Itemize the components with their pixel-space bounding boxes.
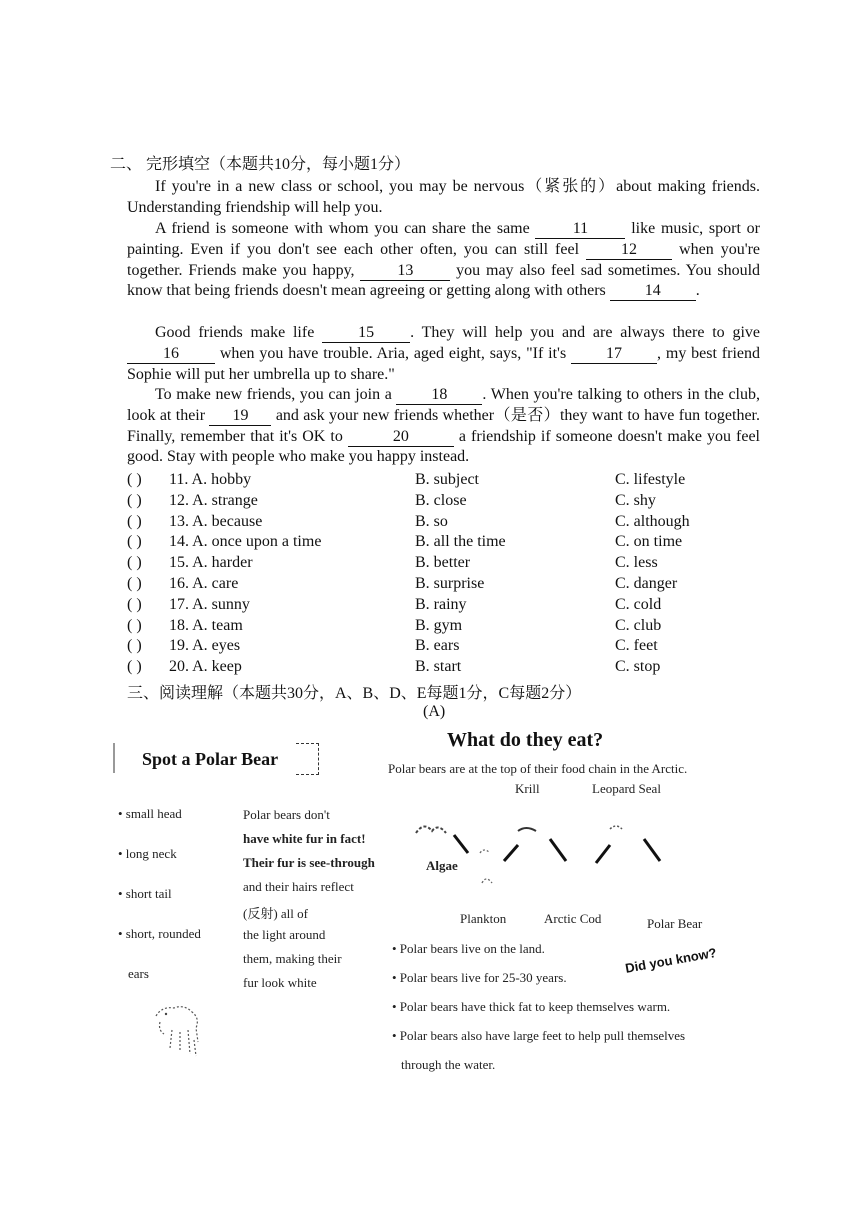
paragraph-text: If you're in a new class or school, you may be nervous（紧张的）about making friends. Understanding friendship will help you. bbox=[127, 178, 760, 216]
arrow-line-4 bbox=[596, 845, 610, 863]
paragraph-text: when you have trouble. Aria, aged eight, says, "If it's bbox=[215, 344, 572, 362]
blank-12: 12 bbox=[586, 241, 672, 260]
option-c: C. stop bbox=[615, 658, 661, 675]
label-krill: Krill bbox=[515, 781, 540, 796]
option-c: C. danger bbox=[615, 575, 678, 592]
feature-item: • short, rounded bbox=[118, 926, 201, 941]
poster-left-title: Spot a Polar Bear bbox=[142, 749, 279, 769]
answer-paren[interactable]: ( ) bbox=[127, 471, 142, 488]
paragraph-text: . They will help you and are always there to give bbox=[410, 324, 760, 341]
fur-text-line: have white fur in fact! bbox=[243, 831, 366, 846]
krill-sketch-icon bbox=[518, 828, 536, 831]
option-c: C. although bbox=[615, 513, 690, 530]
plankton-sketch-icon bbox=[480, 850, 492, 883]
fur-text-line: Polar bears don't bbox=[243, 807, 330, 822]
option-c: C. lifestyle bbox=[615, 471, 686, 488]
fact-item: through the water. bbox=[401, 1057, 496, 1072]
option-c: C. feet bbox=[615, 637, 658, 654]
option-a: 14. A. once upon a time bbox=[169, 533, 322, 550]
polar-bear-sketch-icon bbox=[150, 1000, 210, 1062]
poster-divider bbox=[113, 743, 115, 773]
option-b: B. close bbox=[415, 492, 467, 509]
fact-item: • Polar bears also have large feet to help pull themselves bbox=[392, 1028, 686, 1043]
option-a: 16. A. care bbox=[169, 575, 239, 592]
poster-right-title: What do they eat? bbox=[447, 729, 604, 751]
cloze-paragraph-1 bbox=[127, 177, 760, 219]
label-polar-bear: Polar Bear bbox=[647, 916, 703, 931]
option-c: C. club bbox=[615, 617, 662, 634]
fur-text-line: the light around bbox=[243, 927, 326, 942]
passage-label: (A) bbox=[423, 703, 446, 720]
blank-20: 20 bbox=[348, 428, 454, 447]
blank-16: 16 bbox=[127, 345, 215, 364]
blank-15: 15 bbox=[322, 324, 410, 343]
option-a: 17. A. sunny bbox=[169, 596, 250, 613]
blank-13: 13 bbox=[360, 262, 450, 281]
paragraph-text: . bbox=[695, 282, 700, 300]
paragraph-text: . When you're talking to others in the club, look at their bbox=[127, 386, 760, 424]
option-c: C. shy bbox=[615, 492, 656, 509]
answer-paren[interactable]: ( ) bbox=[127, 513, 142, 530]
option-a: 11. A. hobby bbox=[169, 471, 252, 488]
did-you-know-label: Did you know? bbox=[624, 944, 718, 976]
option-b: B. gym bbox=[415, 617, 463, 634]
arrow-line-1 bbox=[454, 835, 468, 853]
seal-sketch-icon bbox=[610, 826, 622, 829]
arrow-line-5 bbox=[644, 839, 660, 861]
option-a: 19. A. eyes bbox=[169, 637, 241, 654]
option-a: 20. A. keep bbox=[169, 658, 242, 675]
answer-paren[interactable]: ( ) bbox=[127, 617, 142, 634]
feature-item: • short tail bbox=[118, 886, 172, 901]
option-b: B. subject bbox=[415, 471, 479, 488]
option-b: B. better bbox=[415, 554, 471, 571]
paragraph-text: like music, sport or painting. Even if you don't see each other often, you can still feel bbox=[127, 220, 760, 258]
arrow-line-2 bbox=[504, 845, 518, 861]
option-c: C. cold bbox=[615, 596, 662, 613]
option-b: B. all the time bbox=[415, 533, 506, 550]
option-b: B. start bbox=[415, 658, 462, 675]
answer-paren[interactable]: ( ) bbox=[127, 533, 142, 550]
cloze-paragraph-3 bbox=[127, 323, 760, 385]
fur-text-line: and their hairs reflect bbox=[243, 879, 354, 894]
blank-17: 17 bbox=[571, 345, 657, 364]
paragraph-text: you may also feel sad sometimes. You should know that being friends doesn't mean agreeing or getting along with others bbox=[127, 261, 761, 300]
option-b: B. rainy bbox=[415, 596, 467, 613]
fact-item: • Polar bears live for 25-30 years. bbox=[392, 970, 567, 985]
blank-18: 18 bbox=[396, 386, 482, 405]
option-a: 12. A. strange bbox=[169, 492, 258, 509]
food-chain-caption: Polar bears are at the top of their food chain in the Arctic. bbox=[388, 761, 688, 776]
answer-paren[interactable]: ( ) bbox=[127, 492, 142, 509]
section-title-reading: 三、阅读理解（本题共30分，A、B、D、E每题1分，C每题2分） bbox=[127, 685, 582, 702]
answer-paren[interactable]: ( ) bbox=[127, 658, 142, 675]
arrow-line-3 bbox=[550, 839, 566, 861]
option-c: C. less bbox=[615, 554, 658, 571]
paragraph-text: , my best friend Sophie will put her umbrella up to share." bbox=[127, 344, 761, 383]
blank-11: 11 bbox=[535, 220, 625, 239]
paragraph-text: A friend is someone with whom you can share the same bbox=[155, 220, 536, 237]
option-a: 18. A. team bbox=[169, 617, 243, 634]
section-title-cloze: 二、 完形填空（本题共10分，每小题1分） bbox=[110, 156, 411, 173]
paragraph-text: Good friends make life bbox=[155, 324, 323, 341]
option-b: B. ears bbox=[415, 637, 460, 654]
option-a: 13. A. because bbox=[169, 513, 263, 530]
feature-item: ears bbox=[128, 966, 149, 981]
fur-text-line: Their fur is see-through bbox=[243, 855, 375, 870]
label-arctic-cod: Arctic Cod bbox=[544, 911, 602, 926]
cloze-paragraph-4 bbox=[127, 385, 760, 468]
paragraph-text: when you're together. Friends make you happy, bbox=[127, 240, 761, 279]
answer-paren[interactable]: ( ) bbox=[127, 575, 142, 592]
option-b: B. so bbox=[415, 513, 448, 530]
cloze-paragraph-2 bbox=[127, 219, 760, 302]
blank-14: 14 bbox=[610, 282, 696, 301]
blank-19: 19 bbox=[209, 407, 271, 426]
paragraph-text: and ask your new friends whether（是否）they want to have fun together. Finally, remember that it's OK to bbox=[127, 406, 761, 445]
fur-text-line: (反射) all of bbox=[243, 906, 308, 921]
option-a: 15. A. harder bbox=[169, 554, 253, 571]
label-algae: Algae bbox=[426, 858, 458, 873]
answer-paren[interactable]: ( ) bbox=[127, 554, 142, 571]
algae-sketch-icon bbox=[416, 826, 446, 833]
answer-paren[interactable]: ( ) bbox=[127, 596, 142, 613]
label-leopard-seal: Leopard Seal bbox=[592, 781, 661, 796]
paragraph-text: To make new friends, you can join a bbox=[155, 386, 397, 403]
fact-item: • Polar bears live on the land. bbox=[392, 941, 545, 956]
fact-item: • Polar bears have thick fat to keep themselves warm. bbox=[392, 999, 671, 1014]
fur-text-line: fur look white bbox=[243, 975, 317, 990]
feature-item: • long neck bbox=[118, 846, 177, 861]
option-c: C. on time bbox=[615, 533, 683, 550]
label-plankton: Plankton bbox=[460, 911, 507, 926]
food-chain-diagram bbox=[410, 795, 680, 905]
fur-text-line: them, making their bbox=[243, 951, 342, 966]
paragraph-text: a friendship if someone doesn't make you feel good. Stay with people who make you happy instead. bbox=[127, 427, 761, 466]
option-b: B. surprise bbox=[415, 575, 485, 592]
feature-item: • small head bbox=[118, 806, 182, 821]
answer-paren[interactable]: ( ) bbox=[127, 637, 142, 654]
title-bracket-decoration bbox=[296, 743, 319, 775]
